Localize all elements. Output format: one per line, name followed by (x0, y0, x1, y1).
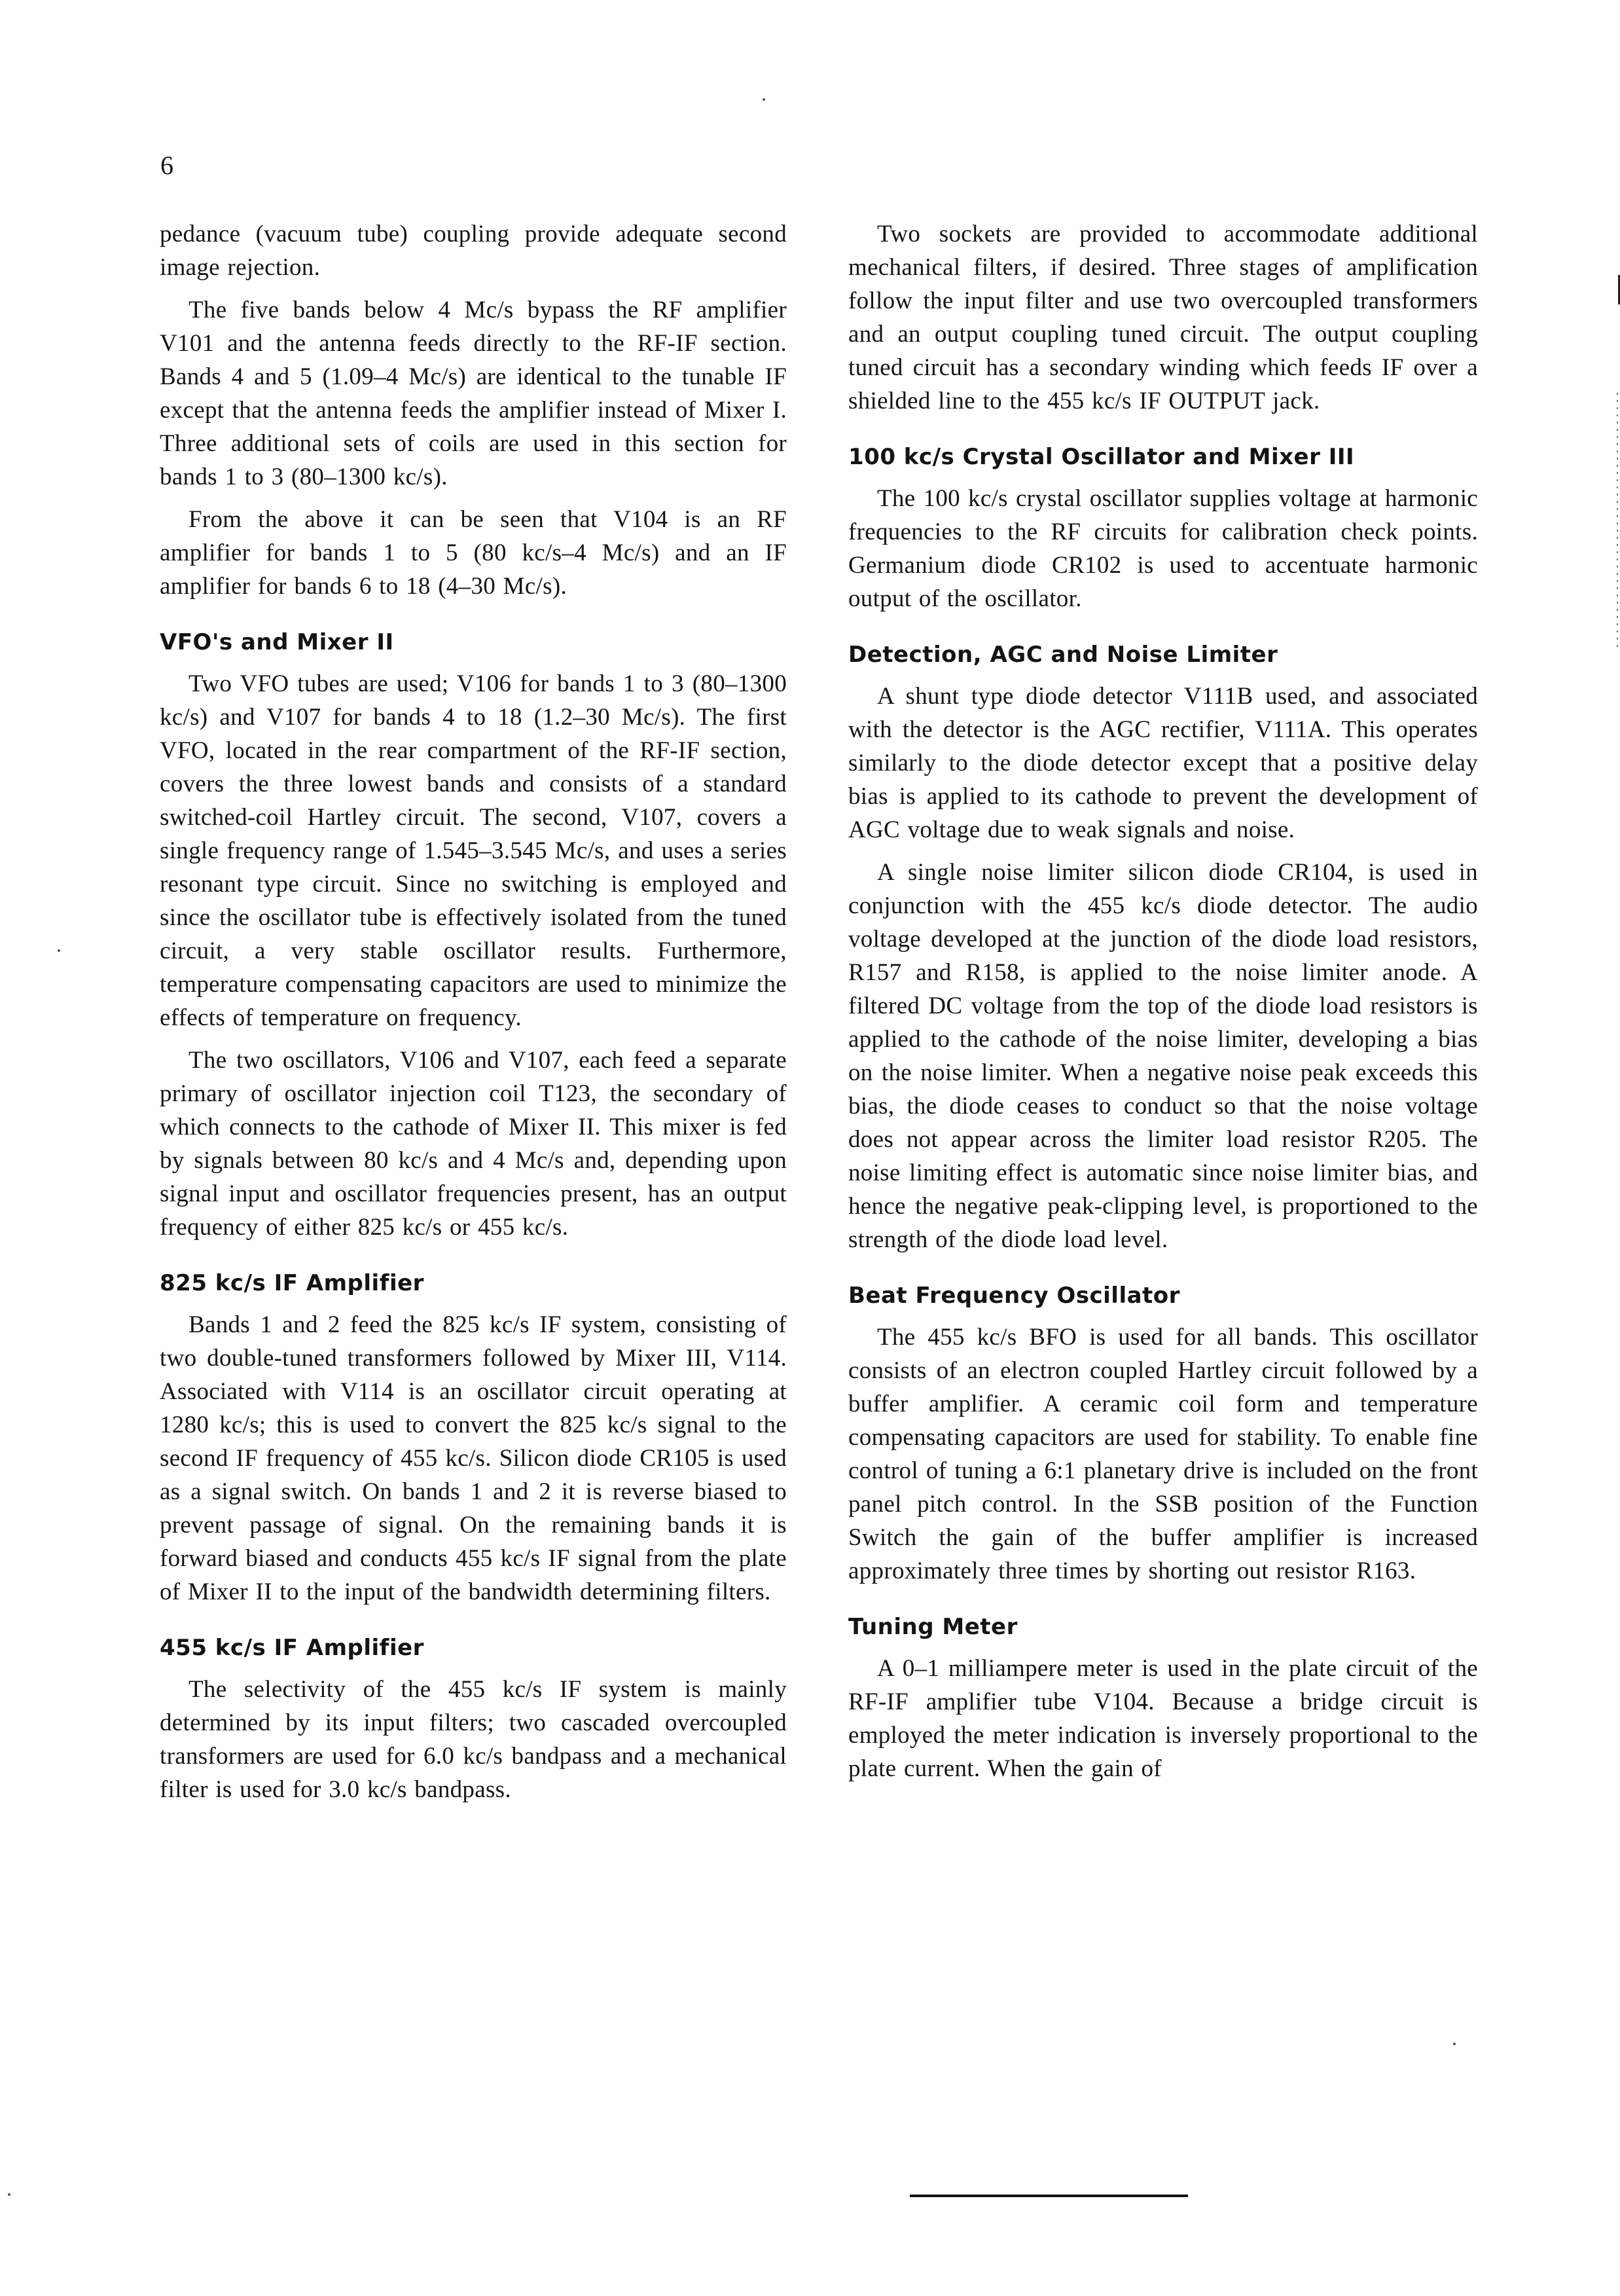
heading-vfos-mixer-ii: VFO's and Mixer II (160, 629, 394, 655)
heading-detection-agc-noise-limiter: Detection, AGC and Noise Limiter (848, 642, 1278, 668)
heading-825-if-amplifier: 825 kc/s IF Amplifier (160, 1270, 424, 1296)
heading-455-if-amplifier: 455 kc/s IF Amplifier (160, 1635, 424, 1661)
page-number: 6 (160, 151, 173, 180)
scan-artifact-dot (763, 98, 765, 101)
paragraph-v104-summary: From the above it can be seen that V104 is an RF amplifier for bands 1 to 5 (80 kc/s–4 Mc/s) and an IF amplifier for bands 6 to 18 (4–30 Mc/s). (160, 506, 787, 600)
left-column (160, 217, 787, 1815)
scan-artifact-dot (8, 2193, 10, 2196)
paragraph-bfo: The 455 kc/s BFO is used for all bands. This oscillator consists of an electron coupled Hartley circuit followed by a buffer amplifier. A ceramic coil form and temperature compensating capacitors are used for stability. To enable fine control of tuning a 6:1 planetary drive is included on the front panel pitch control. In the SSB position of the Function Switch the gain of the buffer amplifier is increased approximately three times by shorting out resistor R163. (848, 1324, 1478, 1584)
paragraph-crystal-oscillator: The 100 kc/s crystal oscillator supplies voltage at harmonic frequencies to the RF circuits for calibration check points. Germanium diode CR102 is used to accentuate harmonic output of the oscillator. (848, 485, 1478, 612)
paragraph-825-if-system: Bands 1 and 2 feed the 825 kc/s IF system, consisting of two double-tuned transformers followed by Mixer III, V114. Associated with V114 is an oscillator circuit operating at 1280 kc/s; this is used to convert the 825 kc/s signal to the second IF frequency of 455 kc/s. Silicon diode CR105 is used as a signal switch. On bands 1 and 2 it is reverse biased to prevent passage of signal. On the remaining bands it is forward biased and conducts 455 kc/s IF signal from the plate of Mixer II to the input of the bandwidth determining filters. (160, 1311, 787, 1605)
heading-beat-frequency-oscillator: Beat Frequency Oscillator (848, 1283, 1180, 1309)
paragraph-five-bands: The five bands below 4 Mc/s bypass the RF amplifier V101 and the antenna feeds directly to the RF-IF section. Bands 4 and 5 (1.09–4 Mc/s) are identical to the tunable IF except that the antenna feeds the amplifier instead of Mixer I. Three additional sets of coils are used in this section for bands 1 to 3 (80–1300 kc/s). (160, 297, 787, 490)
heading-tuning-meter: Tuning Meter (848, 1614, 1018, 1640)
paragraph-vfo-tubes: Two VFO tubes are used; V106 for bands 1 to 3 (80–1300 kc/s) and V107 for bands 4 to 18 (1.2–30 Mc/s). The first VFO, located in the rear compartment of the RF-IF section, covers the three lowest bands and consists of a standard switched-coil Hartley circuit. The second, V107, covers a single frequency range of 1.545–3.545 Mc/s, and uses a series resonant type circuit. Since no switching is employed and since the oscillator tube is effectively isolated from the tuned circuit, a very stable oscillator results. Furthermore, temperature compensating capacitors are used to minimize the effects of temperature on frequency. (160, 670, 787, 1031)
paragraph-shunt-detector: A shunt type diode detector V111B used, and associated with the detector is the AGC rectifier, V111A. This operates similarly to the diode detector except that a positive delay bias is applied to its cathode to prevent the development of AGC voltage due to weak signals and noise. (848, 683, 1478, 843)
right-column (848, 217, 1478, 1795)
paragraph-impedance-coupling: pedance (vacuum tube) coupling provide adequate second image rejection. (160, 221, 787, 281)
scan-artifact-dot (58, 949, 60, 952)
scan-artifact-dots (1617, 393, 1618, 648)
paragraph-tuning-meter: A 0–1 milliampere meter is used in the plate circuit of the RF-IF amplifier tube V104. Because a bridge circuit is employed the meter indication is inversely proportional to the plate current. When the gain of (848, 1655, 1478, 1782)
paragraph-noise-limiter: A single noise limiter silicon diode CR104, is used in conjunction with the 455 kc/s diode detector. The audio voltage developed at the junction of the diode load resistors, R157 and R158, is applied to the noise limiter anode. A filtered DC voltage from the top of the diode load resistors is applied to the cathode of the noise limiter, developing a bias on the noise limiter. When a negative noise peak exceeds this bias, the diode ceases to conduct so that the noise voltage does not appear across the limiter load resistor R205. The noise limiting effect is automatic since noise limiter bias, and hence the negative peak-clipping level, is proportioned to the strength of the diode load level. (848, 859, 1478, 1253)
heading-crystal-oscillator-mixer-iii: 100 kc/s Crystal Oscillator and Mixer III (848, 444, 1355, 470)
paragraph-two-oscillators: The two oscillators, V106 and V107, each feed a separate primary of oscillator injection coil T123, the secondary of which connects to the cathode of Mixer II. This mixer is fed by signals between 80 kc/s and 4 Mc/s and, depending upon signal input and oscillator frequencies present, has an output frequency of either 825 kc/s or 455 kc/s. (160, 1047, 787, 1241)
paragraph-455-selectivity: The selectivity of the 455 kc/s IF system is mainly determined by its input filters; two cascaded overcoupled transformers are used for 6.0 kc/s bandpass and a mechanical filter is used for 3.0 kc/s bandpass. (160, 1676, 787, 1803)
paragraph-two-sockets: Two sockets are provided to accommodate additional mechanical filters, if desired. Three stages of amplification follow the input filter and use two overcoupled transformers and an output coupling tuned circuit. The output coupling tuned circuit has a secondary winding which feeds IF over a shielded line to the 455 kc/s IF OUTPUT jack. (848, 221, 1478, 414)
footer-rule (910, 2195, 1188, 2197)
scan-artifact-dot (1453, 2043, 1456, 2045)
